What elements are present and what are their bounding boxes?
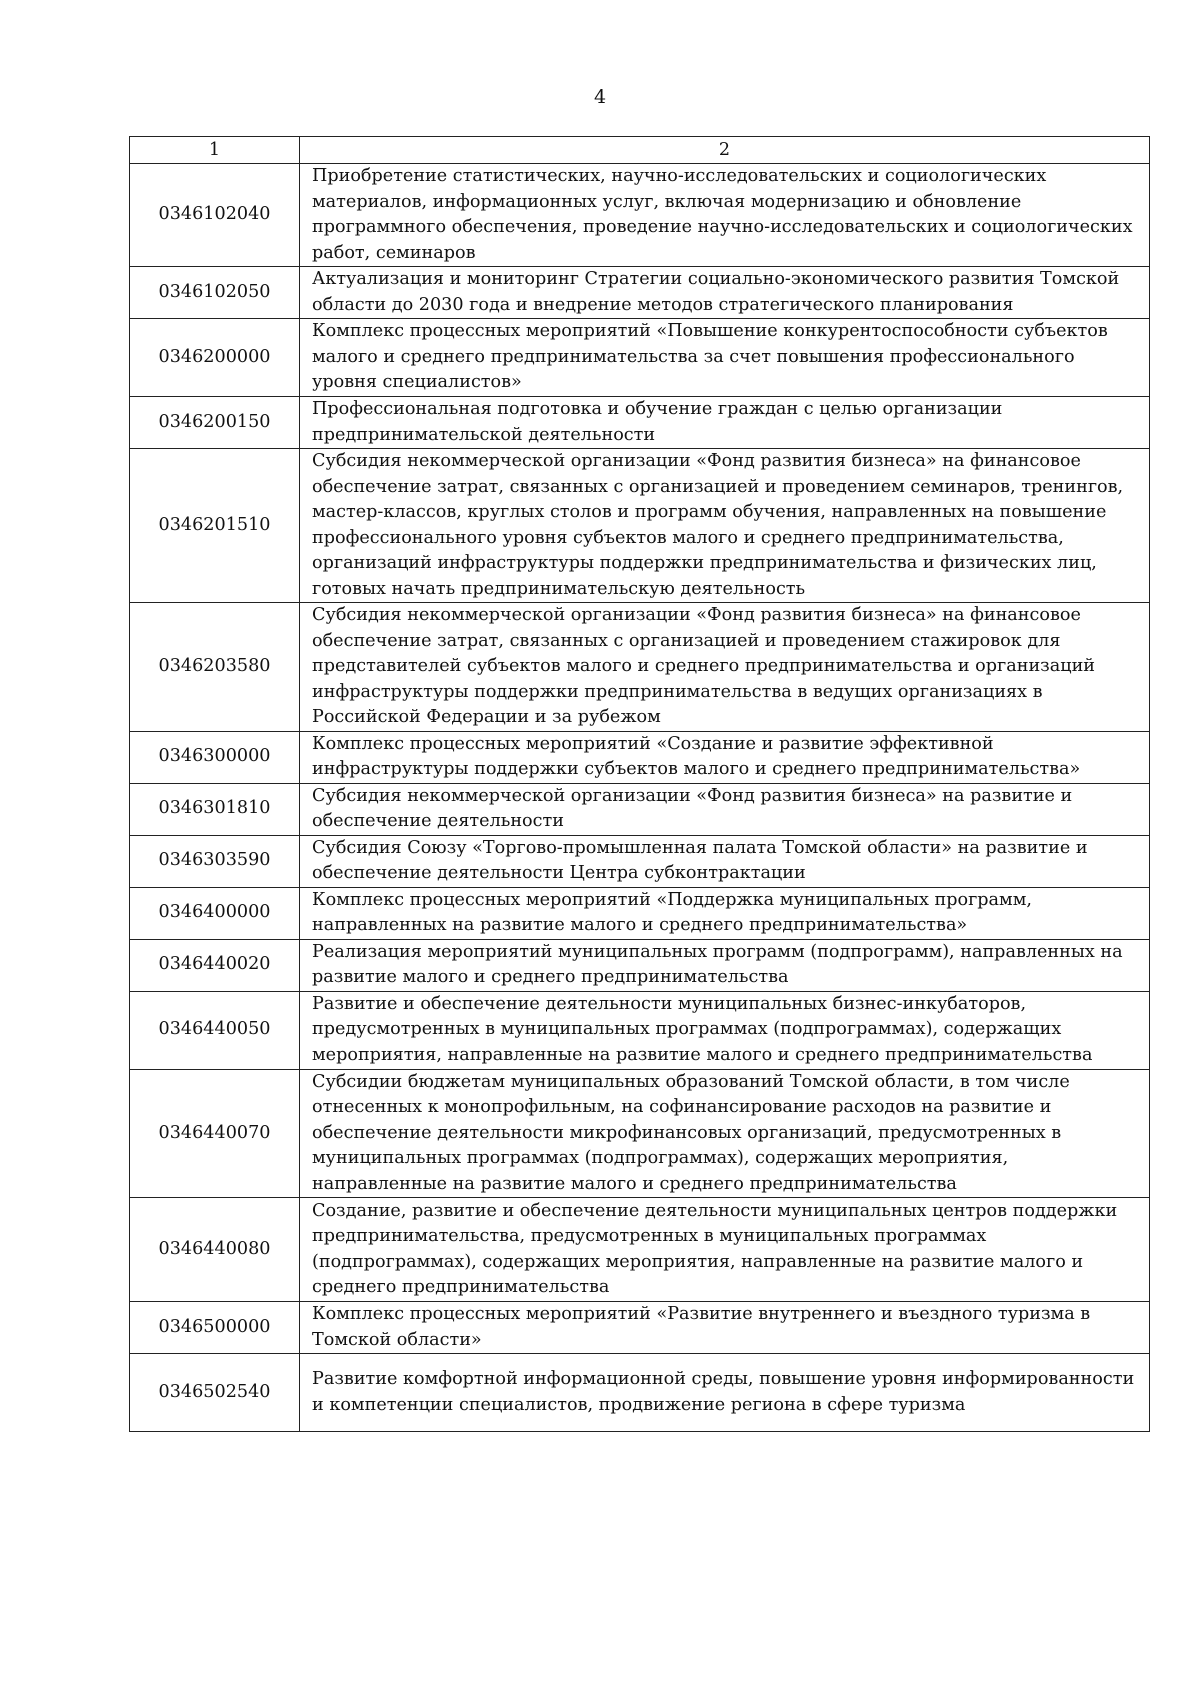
row-description: Развитие и обеспечение деятельности муниципальных бизнес-инкубаторов, предусмотренных в муниципальных программах (подпрограммах), содержащих мероприятия, направленные на развитие малого и среднего предпринимательства <box>300 991 1150 1069</box>
classification-table <box>129 136 1150 1432</box>
row-description: Субсидия некоммерческой организации «Фонд развития бизнеса» на финансовое обеспечение затрат, связанных с организацией и проведением семинаров, тренингов, мастер-классов, круглых столов и программ обучения, направленных на повышение профессионального уровня субъектов малого и среднего предпринимательства, организаций инфраструктуры поддержки предпринимательства и физических лиц, готовых начать предпринимательскую деятельность <box>300 449 1150 603</box>
table-row <box>130 731 1150 783</box>
row-description: Субсидия Союзу «Торгово-промышленная палата Томской области» на развитие и обеспечение деятельности Центра субконтрактации <box>300 835 1150 887</box>
table-row <box>130 603 1150 732</box>
table-row <box>130 1198 1150 1302</box>
table-header-row <box>130 137 1150 164</box>
table-row <box>130 991 1150 1069</box>
table-row <box>130 397 1150 449</box>
row-code: 0346102050 <box>130 267 300 319</box>
column-header-2: 2 <box>300 137 1150 164</box>
row-code: 0346400000 <box>130 887 300 939</box>
row-description: Профессиональная подготовка и обучение граждан с целью организации предпринимательской деятельности <box>300 397 1150 449</box>
row-code: 0346440050 <box>130 991 300 1069</box>
table-row <box>130 783 1150 835</box>
row-code: 0346201510 <box>130 449 300 603</box>
column-header-1: 1 <box>130 137 300 164</box>
table-row <box>130 939 1150 991</box>
row-description: Комплекс процессных мероприятий «Развитие внутреннего и въездного туризма в Томской области» <box>300 1302 1150 1354</box>
table-row <box>130 164 1150 267</box>
row-code: 0346300000 <box>130 731 300 783</box>
row-code: 0346200150 <box>130 397 300 449</box>
row-description: Реализация мероприятий муниципальных программ (подпрограмм), направленных на развитие малого и среднего предпринимательства <box>300 939 1150 991</box>
row-description: Субсидия некоммерческой организации «Фонд развития бизнеса» на финансовое обеспечение затрат, связанных с организацией и проведением стажировок для представителей субъектов малого и среднего предпринимательства и организаций инфраструктуры поддержки предпринимательства в ведущих организациях в Российской Федерации и за рубежом <box>300 603 1150 732</box>
row-description: Комплекс процессных мероприятий «Создание и развитие эффективной инфраструктуры поддержки субъектов малого и среднего предпринимательства» <box>300 731 1150 783</box>
row-code: 0346301810 <box>130 783 300 835</box>
page-number: 4 <box>593 86 607 108</box>
row-description: Субсидии бюджетам муниципальных образований Томской области, в том числе отнесенных к монопрофильным, на софинансирование расходов на развитие и обеспечение деятельности микрофинансовых организаций, предусмотренных в муниципальных программах (подпрограммах), содержащих мероприятия, направленные на развитие малого и среднего предпринимательства <box>300 1069 1150 1198</box>
table-row <box>130 1069 1150 1198</box>
table-row <box>130 449 1150 603</box>
row-code: 0346200000 <box>130 319 300 397</box>
row-code: 0346440080 <box>130 1198 300 1302</box>
row-code: 0346440070 <box>130 1069 300 1198</box>
row-description: Субсидия некоммерческой организации «Фонд развития бизнеса» на развитие и обеспечение деятельности <box>300 783 1150 835</box>
table-row <box>130 887 1150 939</box>
table-row <box>130 1302 1150 1354</box>
row-description: Развитие комфортной информационной среды, повышение уровня информированности и компетенции специалистов, продвижение региона в сфере туризма <box>300 1354 1150 1432</box>
row-code: 0346102040 <box>130 164 300 267</box>
row-description: Приобретение статистических, научно-исследовательских и социологических материалов, информационных услуг, включая модернизацию и обновление программного обеспечения, проведение научно-исследовательских и социологических работ, семинаров <box>300 164 1150 267</box>
table-row <box>130 319 1150 397</box>
row-description: Создание, развитие и обеспечение деятельности муниципальных центров поддержки предпринимательства, предусмотренных в муниципальных программах (подпрограммах), содержащих мероприятия, направленные на развитие малого и среднего предпринимательства <box>300 1198 1150 1302</box>
row-code: 0346303590 <box>130 835 300 887</box>
row-code: 0346440020 <box>130 939 300 991</box>
table-row <box>130 267 1150 319</box>
row-code: 0346500000 <box>130 1302 300 1354</box>
row-description: Комплекс процессных мероприятий «Повышение конкурентоспособности субъектов малого и среднего предпринимательства за счет повышения профессионального уровня специалистов» <box>300 319 1150 397</box>
row-code: 0346502540 <box>130 1354 300 1432</box>
row-description: Актуализация и мониторинг Стратегии социально-экономического развития Томской области до 2030 года и внедрение методов стратегического планирования <box>300 267 1150 319</box>
row-code: 0346203580 <box>130 603 300 732</box>
row-description: Комплекс процессных мероприятий «Поддержка муниципальных программ, направленных на развитие малого и среднего предпринимательства» <box>300 887 1150 939</box>
table-row <box>130 1354 1150 1432</box>
table-row <box>130 835 1150 887</box>
